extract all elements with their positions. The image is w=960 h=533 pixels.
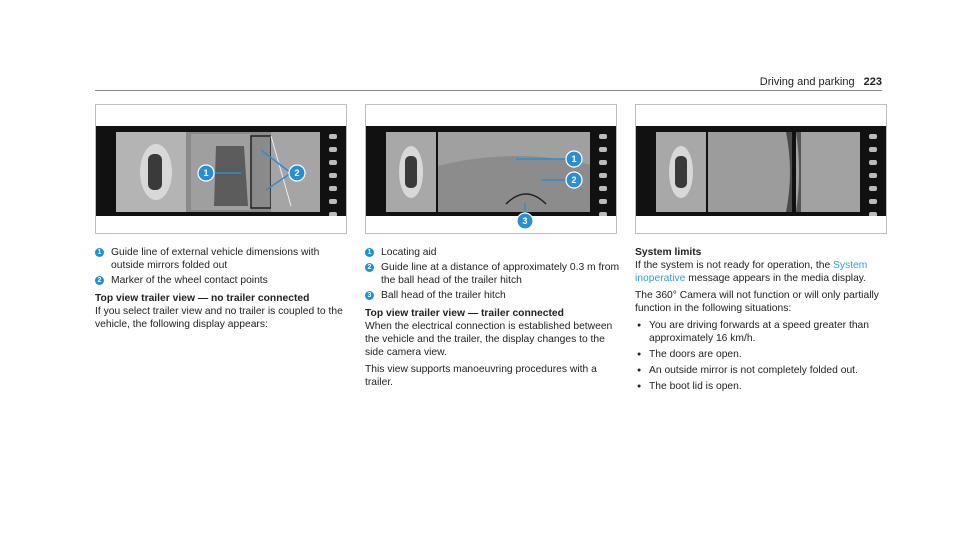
legend-item <box>365 261 620 287</box>
callout-1-label: 1 <box>571 154 577 164</box>
legend-text: Ball head of the trailer hitch <box>381 290 506 301</box>
paragraph-text: message appears in the media display. <box>685 273 867 284</box>
legend-text: Marker of the wheel contact points <box>111 275 268 286</box>
page-header <box>760 76 882 88</box>
callout-1-label: 1 <box>203 168 209 178</box>
column-1 <box>95 246 350 335</box>
paragraph-text: If the system is not ready for operation, the <box>635 260 834 271</box>
list-item: ● The doors are open. <box>649 348 890 361</box>
list-item: ● An outside mirror is not completely folded out. <box>649 364 890 377</box>
section-title: Driving and parking <box>759 76 855 88</box>
list-item: ● You are driving forwards at a speed greater than approximately 16 km/h. <box>649 319 890 345</box>
callout-2 <box>566 172 582 188</box>
callout-1 <box>198 165 214 181</box>
page-number: 223 <box>863 76 882 88</box>
callout-1 <box>566 151 582 167</box>
legend-item <box>95 274 350 287</box>
list-item: ● The boot lid is open. <box>649 380 890 393</box>
callout-3 <box>517 213 533 229</box>
figure-top-view-no-trailer <box>95 104 347 234</box>
column-3 <box>635 246 890 396</box>
limits-list <box>635 319 890 393</box>
paragraph: This view supports manoeuvring procedures with a trailer. <box>365 364 597 388</box>
legend-item <box>365 289 620 302</box>
callout-layer <box>366 105 616 233</box>
paragraph: The 360° Camera will not function or will only partially function in the following situations: <box>635 290 879 314</box>
section-heading: System limits <box>635 247 702 258</box>
callout-2-label: 2 <box>294 168 300 178</box>
section-heading: Top view trailer view — no trailer connected <box>95 293 310 304</box>
legend-number: 1 <box>365 248 374 257</box>
message-link[interactable]: System inoperative <box>635 260 868 284</box>
paragraph: If you select trailer view and no trailer is coupled to the vehicle, the following display appears: <box>95 306 343 330</box>
legend-number: 3 <box>365 291 374 300</box>
legend-text: Guide line at a distance of approximately 0.3 m from the ball head of the trailer hitch <box>381 262 620 286</box>
paragraph: When the electrical connection is established between the vehicle and the trailer, the display changes to the side camera view. <box>365 321 613 358</box>
legend-item <box>365 246 620 259</box>
legend-number: 2 <box>95 276 104 285</box>
camera-image <box>636 126 886 216</box>
legend-text: Locating aid <box>381 247 437 258</box>
legend-number: 2 <box>365 263 374 272</box>
camera-display <box>636 126 886 216</box>
callout-2 <box>289 165 305 181</box>
figure-top-view-trailer-locating <box>365 104 617 234</box>
legend-item <box>95 246 350 272</box>
header-rule <box>95 90 882 91</box>
legend-text: Guide line of external vehicle dimensions with outside mirrors folded out <box>111 247 320 271</box>
side-icon-bar <box>860 126 886 216</box>
legend-number: 1 <box>95 248 104 257</box>
callout-2-label: 2 <box>571 175 577 185</box>
callout-3-label: 3 <box>522 216 528 226</box>
figure-side-camera-view <box>635 104 887 234</box>
callout-layer <box>96 105 346 233</box>
section-heading: Top view trailer view — trailer connected <box>365 308 564 319</box>
paragraph <box>635 259 890 285</box>
column-2 <box>365 246 620 393</box>
